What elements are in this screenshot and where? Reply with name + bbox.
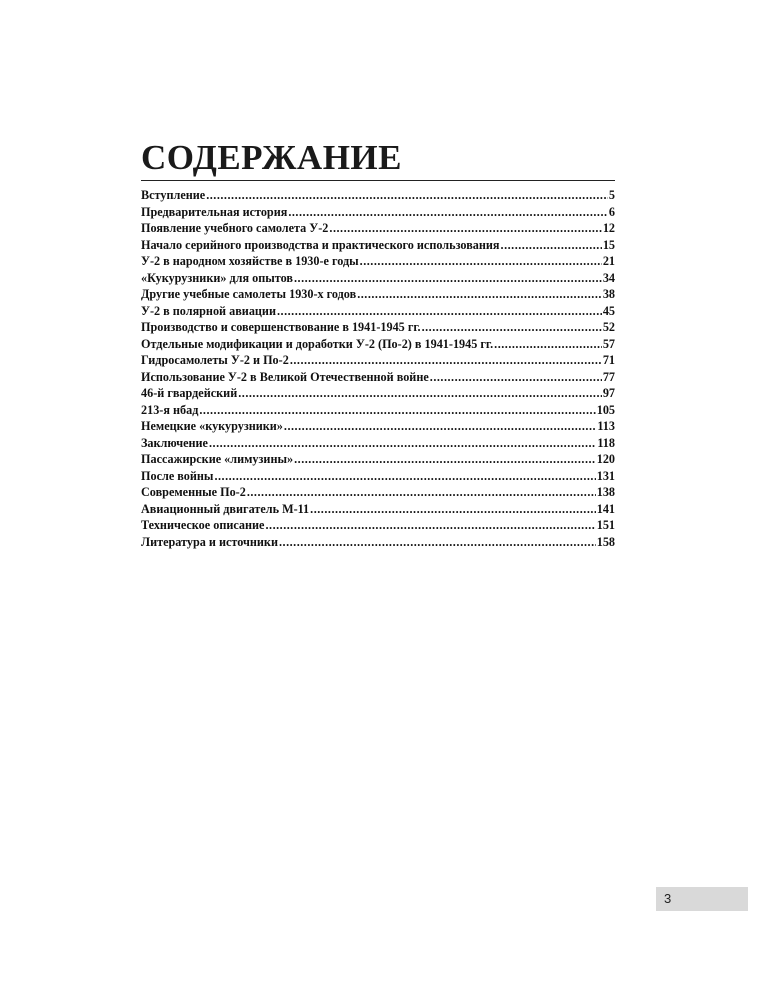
toc-entry-title: «Кукурузники» для опытов (141, 270, 293, 285)
toc-entry (141, 187, 615, 204)
dot-leader (357, 286, 602, 303)
dot-leader (360, 253, 602, 270)
toc-entry (141, 220, 615, 237)
toc-entry-page: 15 (602, 237, 615, 252)
toc-entry (141, 352, 615, 369)
toc-entry-title: Заключение (141, 435, 208, 450)
toc-entry-page: 52 (602, 320, 615, 334)
toc-entry-title: Техническое описание (141, 518, 265, 532)
toc-entry-page: 113 (597, 419, 615, 433)
dot-leader (206, 187, 608, 204)
toc-entry-title: 213-я нбад (141, 402, 199, 417)
toc-entry-title: Отдельные модификации и доработки У-2 (По-2) в 1941-1945 гг. (141, 336, 494, 351)
page-number-badge (656, 887, 748, 911)
toc-entry-title: Авиационный двигатель М-11 (141, 501, 310, 516)
toc-entry-title: Немецкие «кукурузники» (141, 419, 283, 433)
toc-entry (141, 336, 615, 353)
toc-entry (141, 517, 615, 534)
dot-leader (279, 534, 596, 551)
title-underline (141, 180, 615, 181)
dot-leader (422, 319, 602, 336)
table-of-contents (141, 187, 615, 550)
toc-entry (141, 402, 615, 419)
toc-entry-page: 120 (596, 452, 615, 466)
dot-leader (430, 369, 602, 386)
dot-leader (288, 204, 608, 221)
toc-entry-page: 57 (602, 336, 615, 351)
toc-entry-title: Современные По-2 (141, 485, 246, 499)
toc-entry-page: 131 (596, 468, 615, 483)
toc-entry-title: После войны (141, 468, 214, 483)
toc-entry-page: 77 (602, 369, 615, 384)
dot-leader (290, 352, 602, 369)
toc-entry (141, 534, 615, 551)
dot-leader (294, 451, 596, 468)
toc-entry-page: 158 (596, 534, 615, 549)
toc-entry (141, 484, 615, 501)
toc-entry (141, 451, 615, 468)
dot-leader (294, 270, 602, 287)
toc-entry-page: 71 (602, 353, 615, 367)
toc-entry (141, 270, 615, 287)
toc-entry-page: 105 (596, 402, 615, 417)
dot-leader (199, 402, 595, 419)
toc-entry-page: 12 (602, 221, 615, 235)
dot-leader (494, 336, 602, 353)
toc-entry-page: 38 (602, 287, 615, 301)
dot-leader (501, 237, 602, 254)
toc-entry (141, 435, 615, 452)
toc-entry-title: Пассажирские «лимузины» (141, 452, 294, 466)
toc-entry-title: Начало серийного производства и практического использования (141, 237, 500, 252)
dot-leader (209, 435, 596, 452)
dot-leader (310, 501, 596, 518)
dot-leader (247, 484, 596, 501)
page-number: 3 (664, 891, 672, 906)
toc-entry-page: 138 (596, 485, 615, 499)
toc-entry-title: Вступление (141, 188, 206, 202)
toc-entry (141, 253, 615, 270)
toc-entry-page: 118 (597, 435, 615, 450)
toc-entry-page: 45 (602, 303, 615, 318)
toc-entry (141, 501, 615, 518)
toc-entry-page: 5 (608, 188, 615, 202)
toc-entry (141, 319, 615, 336)
toc-entry-page: 6 (608, 204, 615, 219)
toc-entry-page: 34 (602, 270, 615, 285)
toc-entry-title: Производство и совершенствование в 1941-1945 гг. (141, 320, 421, 334)
toc-entry-page: 21 (602, 254, 615, 268)
toc-entry-title: Литература и источники (141, 534, 278, 549)
toc-entry-title: Другие учебные самолеты 1930-х годов (141, 287, 357, 301)
toc-entry (141, 369, 615, 386)
toc-entry-page: 97 (602, 386, 615, 400)
dot-leader (238, 385, 602, 402)
toc-entry (141, 204, 615, 221)
toc-entry-title: У-2 в полярной авиации (141, 303, 276, 318)
toc-entry-title: Предварительная история (141, 204, 288, 219)
dot-leader (284, 418, 596, 435)
toc-entry-title: 46-й гвардейский (141, 386, 238, 400)
toc-entry (141, 468, 615, 485)
dot-leader (265, 517, 595, 534)
toc-entry-title: У-2 в народном хозяйстве в 1930-е годы (141, 254, 359, 268)
toc-entry (141, 303, 615, 320)
toc-entry (141, 418, 615, 435)
toc-entry-title: Гидросамолеты У-2 и По-2 (141, 353, 289, 367)
toc-entry-page: 141 (596, 501, 615, 516)
toc-entry (141, 237, 615, 254)
toc-entry-title: Появление учебного самолета У-2 (141, 221, 329, 235)
toc-entry-title: Использование У-2 в Великой Отечественной войне (141, 369, 429, 384)
page-title: СОДЕРЖАНИЕ (141, 138, 403, 177)
toc-entry-page: 151 (596, 518, 615, 532)
dot-leader (277, 303, 602, 320)
dot-leader (214, 468, 595, 485)
toc-entry (141, 385, 615, 402)
toc-entry (141, 286, 615, 303)
dot-leader (329, 220, 601, 237)
